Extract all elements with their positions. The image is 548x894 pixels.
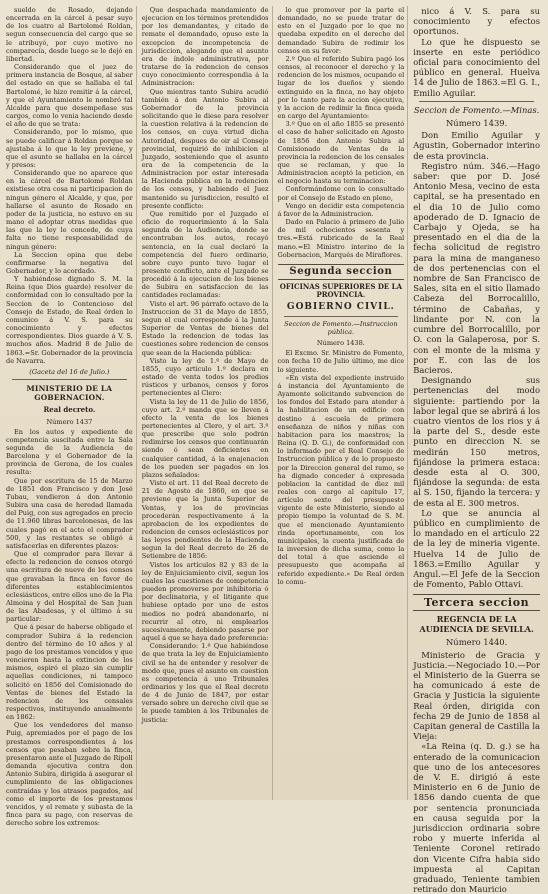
paragraph: En los autos y expediente de competencia suscitada entre la Sala segunda de la Audiencia de Barcelona y el Gobernador de la provincia de Gerona, de los cuales resulta: xyxy=(6,427,133,477)
item-number: Número 1440. xyxy=(445,637,508,648)
paragraph: 2.º Que el referido Subira pagó los censos, al reconocer el derecho y la redencion de los mismos, ocupando el lugar de los dueños y siendo extinguido en la finca, no hay objeto por lo tanto para la accion ejecutiva, y la accion de redimir la finca queda en cargo del Ayuntamiento: xyxy=(277,54,405,121)
subsection-heading: Seccion de Fomento.—Instruccion pública. xyxy=(284,319,398,336)
decree-heading: Real decreto. xyxy=(43,405,96,415)
paragraph: Considerando que el juez de primera instancia de Bosque, al saber del estado en que se hallaba el tal Bartolomé, le hizo remitir á la cárcel, y que el Ayuntamiento le nombró tal Alcalde para que desempeñase sus cargos, como lo venia haciendo desde el año de que se trata: xyxy=(6,63,133,129)
paragraph: Considerando: 1.º Que habiéndose de que trata la ley de Enjuiciamiento civil se ha de entender y resolver de modo que, pues el asunto en cuestion es competencia á uno Tribunales ordinarios y los que el Real decreto de 4 de Junio de 1847, por estar versado sobre un derecho civil que se le puede tambien á los Tribunales de justicia: xyxy=(141,642,269,724)
paragraph: Que á pesar de haberse obligado el comprador Subira á la redencion dentro del término de 10 años y al pago de los prestamos vencidos y que vencieren hasta la extincion de los mismos, espiró el plazo sin cumplir aquellas condiciones, ni tampoco solicitó en 1856 del Comisionado de Ventas de bienes del Estado la redencion de los censales respectivos, instituyendo anualmente en 1862: xyxy=(6,623,133,722)
paragraph: «En vista del expediente instruido á instancia del Ayuntamiento de Ayamonte solicitando subvencion de los fondos del Estado para atender á la habilitacion de un edificio con destino á escuela de primera enseñanza de niños y niñas con habitacion para los maestros; la Reina (Q. D. G.), de conformidad con lo informado por el Real Consejo de Instruccion pública y de lo propuesto por la Direccion general del ramo, se ha dignado conceder á expresada poblacion la cantidad de diez mil reales con cargo al capítulo 17, artículo sexto del presupuesto vigente de este Ministerio, siendo al propio tiempo la voluntad de S. M. que el mencionado Ayuntamiento rinda oportunamente, con los municipales, la cuenta justificada de la inversion de dicha suma, como la del total á que asciende el presupuesto que acompaña al referido expediente.» De Real órden lo comu- xyxy=(277,373,405,586)
column-3 xyxy=(277,6,409,800)
paragraph: Don Emilio Aguilar y Agustin, Gobernador interino de esta provincia. xyxy=(413,130,540,161)
paragraph: El Excmo. Sr. Ministro de Fomento, con fecha 10 de Julio último, me dice lo siguiente. xyxy=(277,349,405,374)
paragraph: Que el comprador para llevar á efecto la redencion de censos otorgó una escritura de nueve de los censos que gravaban la finca en favor de diferentes establecimientos eclesiásticos, entre ellos uno de la Pia Almoina y del Hospital de San Juan de las Abadesas, y el último á su particular: xyxy=(6,550,133,624)
paragraph: Designando sus pertenencias del modo siguiente: partiendo por la labor legal que se abrirá á los cuatro vientos de los rios y á la parte del S., desde este punto en direccion N. se medirán 150 metros, fijándose la primera estaca: desde esta al O. 300, fijándose la segunda: de esta al S. 150, fijando la tercera: y de esta al E. 300 metros. xyxy=(413,375,540,508)
paragraph: Vengo en decidir esta competencia á favor de la Administracion. xyxy=(277,201,405,218)
paragraph: Conformándome con lo consultado por el Consejo de Estado en pleno, xyxy=(277,185,405,202)
paragraph: Visto el art. 96 párrafo octavo de la Instruccion de 31 de Mayo de 1855, segun el cual corresponde á la Junta Superior de Ventas de bienes del Estado la redencion de todas las cuestiones sobre redencion de censos que sean de la Hacienda pública: xyxy=(141,299,269,357)
paragraph: sueldo de Rosado, dejando encerrada en la cárcel á pesar suyo de los cuatro al Bartolomé Roldan, segun consecuencia del cargo que se le atribuyó, por cuyo motivo no comparecía, desde luego se le dejó en libertad. xyxy=(6,6,133,63)
paragraph: lo que promover por la parte el demandado, no se puede tratar de esto en el Juzgado por lo que no quedaba expedito en el derecho del demandado Subira de redimir los censos en su favor: xyxy=(277,6,405,55)
paragraph: Que por escritura de 15 de Marzo de 1851 don Francisco y don José Tubau, vendieron á don Antonio Subira una casa de heredad llamada del Puig, con sus agregados en precio de 11.960 libras barcelonesas, de las cuales pagó en el acto el comprador 500, y las restantes se obligó á satisfacerlas en diferentes plazos: xyxy=(6,476,133,550)
section-heading: Tercera seccion xyxy=(413,594,540,611)
section-heading: Segunda seccion xyxy=(278,264,405,280)
ministry-heading: MINISTERIO DE LA GOBERNACION. xyxy=(26,384,113,403)
paragraph: Visto la ley de 1.º de Mayo de 1855, cuyo artículo 1.º declara en estado de venta todos los predios rústicos y urbanos, censos y foros pertenecientes al Clero: xyxy=(141,356,269,398)
divider xyxy=(12,379,127,380)
gazette-date: (Gaceta del 16 de Julio.) xyxy=(29,367,110,376)
regency-heading: REGENCIA DE LA AUDIENCIA DE SEVILLA. xyxy=(419,614,534,635)
column-4 xyxy=(412,6,543,894)
paragraph: nico á V. S. para su conocimiento y efectos oportunos. xyxy=(413,6,540,37)
paragraph: Registro núm. 346.—Hago saber: que por D. José Antonio Mesa, vecino de esta capital, se ha presentado en el dia 10 de Julio como apoderado de D. Ignacio de Carbajo y Ojeda, se ha presentado en el dia de la fecha solicitud de registro para la mina de manganeso de dos pertenencias con el nombre de San Francisco de Sales, sita en el sitio llamado Cabeza del Borrocalillo, término de Cabañas, y lindante por N. con la cumbre del Borrocalillo, por O. con la Galaperosa, por S. con el monte de la misma y por E. con las de los Bacieros. xyxy=(413,160,540,375)
paragraph: Que remitido por el Juzgado el oficio de requerimiento á la Sala segunda de la Audiencia, donde se encontraban los autos, recayó sentencia, en la cual declaró la competencia del fuero ordinario, sobre cuyo punto tuvo lugar el presente conflicto, ante el Juzgado se procedió á la ejecucion de los bienes de Subira en satisfaccion de las cantidades reclamadas: xyxy=(141,209,269,300)
paragraph: Que mientras tanto Subira acudió también á don Antonio Subira al Gobernador de la provincia solicitando que le diese para resolver la cuestion relativa á la redencion de los censos, en cuya virtud dicha Autoridad, despues de oir al Consejo provincial, requirió de inhibicion al Juzgado, sosteniendo que el asunto era de la competencia de la Administracion por estar interesada la Hacienda pública en la redencion de los censos, y habiendo el Juez mantenido su jurisdiccion, resultó el presente conflicto: xyxy=(141,87,269,210)
paragraph: Que los vendedores del manso Puig, apremiados por el pago de los prestamos correspondientes á los censos que pesaban sobre la finca, presentaron ante el Juzgado de Ripoll demanda ejecutiva contra don Antonio Subira, dirigida á asegurar el cumplimiento de las obligaciones contraidas y los atrasos pagados, así como el importe de los prestamos vencidos, y el remate y subasta de la finca para su pago, con reservas de derecho sobre los extremos: xyxy=(6,721,133,828)
item-number: Número 1437 xyxy=(46,417,93,426)
divider xyxy=(284,316,399,317)
paragraph: Ministerio de Gracia y Justicia.—Negociado 10.—Por el Ministerio de la Guerra se ha comunicado á este de Gracia y Justicia la siguiente Real órden, dirigida con fecha 29 de Junio de 1858 al Capitan general de Castilla la Vieja: xyxy=(413,649,540,742)
government-heading: GOBIERNO CIVIL. xyxy=(286,301,395,312)
paragraph: Y habiéndose dignado S. M. la Reina (que Dios guarde) resolver de conformidad con lo consultado por la Seccion de lo Contencioso del Consejo de Estado, de Real órden lo comunico á V. S. para su conocimiento y efectos correspondientes. Dios guarde á V. S. muchos años. Madrid 8 de Julio de 1863.=Sr. Gobernador de la provincia de Navarra. xyxy=(6,275,133,365)
subsection-heading: Seccion de Fomento.—Minas. xyxy=(413,104,540,115)
paragraph: 3.º Que en el año 1855 se presentó el caso de haber solicitado en Agosto de 1856 don Antonio Subira al Comisionado de Ventas de la provincia la redencion de los censales que se reclaman, y que la Administracion aceptó la peticion, en el negocio hasta su terminacion: xyxy=(277,120,405,186)
column-2 xyxy=(141,6,273,800)
paragraph: Lo que he dispuesto se inserte en este periódico oficial para conocimiento del público en general. Huelva 14 de Julio de 1863.=El G. I., Emilio Aguilar. xyxy=(413,36,540,98)
paragraph: Considerando que no aparece que en la cárcel de Bartolomé Roldan existiese otra cosa ni participacion de ningun género el Alcalde, y que, por hallarse el asunto de Rosado en poder de la justicia, no estuvo en su mano el adoptar otras medidas que las que la ley le concede, de cuya falta no tiene responsabilidad de ningun género: xyxy=(6,169,133,251)
paragraph: Vista la ley de 11 de Julio de 1856, cuyo art. 2.º manda que se lleven á efecto la venta de los bienes pertenecientes al Clero, y el art. 3.º que prescribe que solo podrán redimirse los censos que continuarán siendo ó sean deficientes en cualquier cantidad, á la enajenacion de los pueden ser pagados en los plazos señalados: xyxy=(141,397,269,479)
paragraph: Considerando, por lo mismo, que se puede calificar á Roldan porque se ajustaba á lo que la ley previene, y que el asunto se hallaba en la cárcel y presos: xyxy=(6,128,133,169)
column-1 xyxy=(5,6,137,828)
divider xyxy=(419,101,534,102)
item-number: Número 1438. xyxy=(316,339,365,348)
offices-heading: OFICINAS SUPERIORES DE LA PROVINCIA. xyxy=(279,281,403,300)
paragraph: Vistos los artículos 82 y 83 de la ley de Enjuiciamiento civil, segun los cuales las cuestiones de competencia pueden promoverse por inhibitoria ó por declinatoria, y el litigante que hubiese optado por uno de estos medios no podrá abandonarlo, ni recurrir al otro, ni emplearlos sucesivamente, debiendo pasarse por aquel á que se haya dado preferencia: xyxy=(141,560,269,643)
paragraph: Lo que se anuncia al público en cumplimiento de lo mandado en el artículo 22 de la ley de mineria vigente. Huelva 14 de Julio de 1863.=Emilio Aguilar y Angul.—El Jefe de la Seccion de Fomento, Pablo Ottavi. xyxy=(413,507,540,590)
paragraph: La Seccion opina que debe confirmarse la negativa del Gobernador, y lo acordado. xyxy=(6,250,133,275)
item-number: Número 1439. xyxy=(445,118,508,129)
signature-block: Dado en Palacio á primero de Julio de mil ochocientos sesenta y tres.=Está rubricado de la Real mano.=El Ministro interino de la Gobernacion, Marqués de Miraflores. xyxy=(277,218,405,259)
paragraph: «La Reina (q. D. g.) se ha enterado de la comunicacion que uno de los antecesores de V. E. dirigió á este Ministerio en 6 de Junio de 1856 dando cuenta de que por sentencia pronunciada en causa seguida por la jurisdiccion ordinaria sobre robo y muerte inferida al Teniente Coronel retirado don Vicente Cifra habia sido impuesta al Capitan graduado, Teniente tambien retirado don Mauricio xyxy=(413,741,540,894)
paragraph: Visto el art. 11 del Real decreto de 21 de Agosto de 1860, en que se previene que la Junta Superior de Ventas, y los de provincias procederán respectivamente á la aprobacion de los expedientes de redencion de censos eclesiásticos por las leyes pendientes de la Hacienda, segun la del Real decreto de 26 de Setiembre de 1856: xyxy=(141,479,269,561)
paragraph: Que despachada mandamiento de ejecucion en los términos pretendidos por los demandantes, y citado de remate el demandado, opuso este la excepcion de incompetencia de jurisdiccion, alegando que el asunto era de índole administrativa, por tratarse de la redencion de censos cuyo conocimiento correspondia á la Administracion: xyxy=(141,6,269,88)
